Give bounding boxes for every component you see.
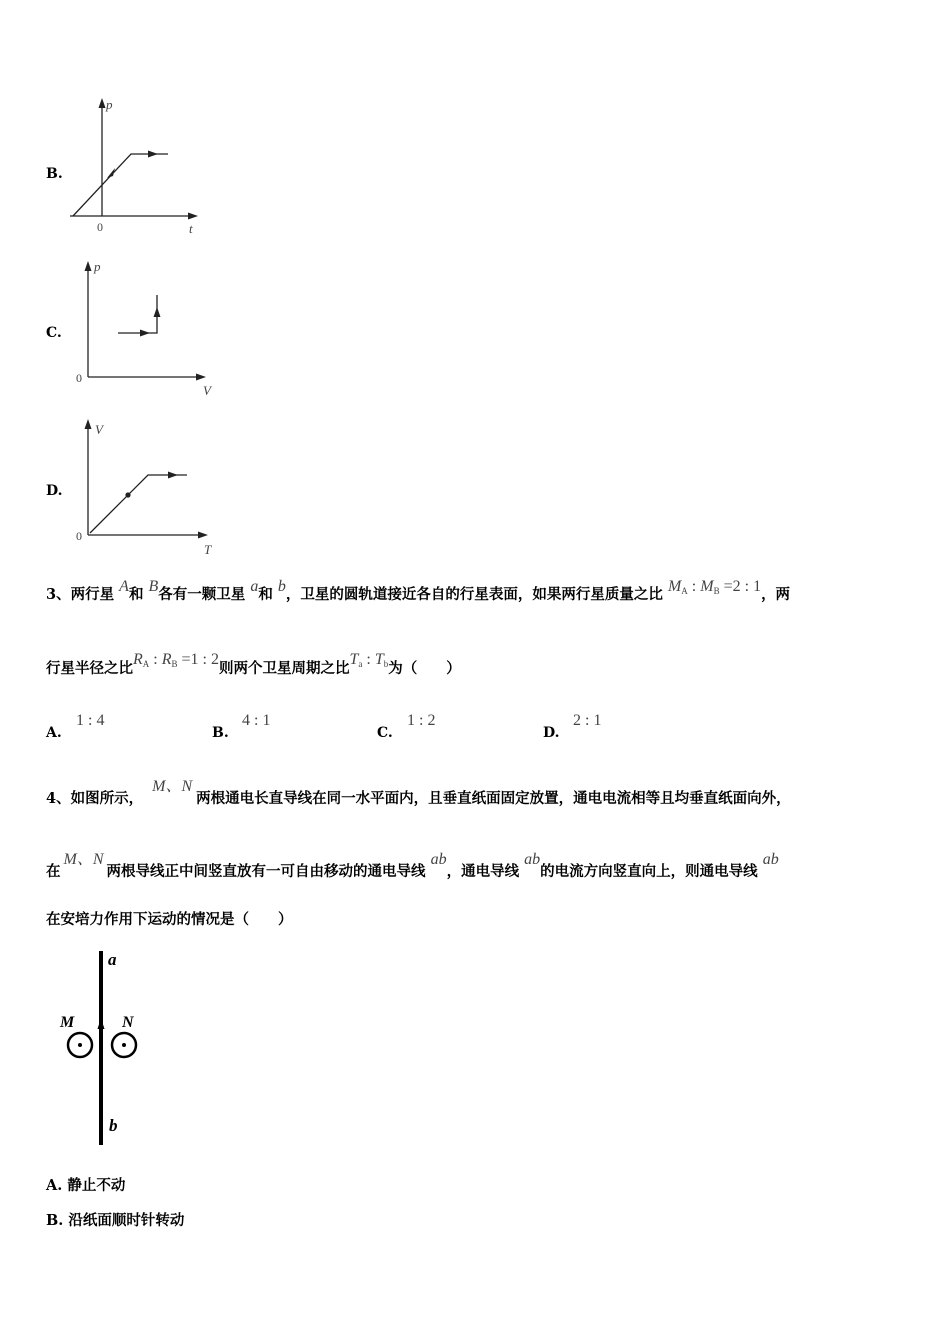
- option-b-label: B.: [46, 166, 63, 182]
- option-c-y-axis-label: p: [94, 259, 101, 274]
- option-b-origin-label: 0: [97, 220, 103, 234]
- q4-option-b: [46, 1209, 184, 1230]
- q3-text: 则两个卫星周期之比: [219, 660, 350, 677]
- q4-text: 的电流方向竖直向上，则通电导线: [540, 863, 758, 880]
- q4-figure: [55, 945, 165, 1150]
- q3-satellite-a: a: [250, 578, 259, 595]
- q3-option-b-label: B.: [212, 725, 229, 741]
- q4-wire-ab: ab: [430, 851, 447, 868]
- q4-text: ，通电导线: [446, 863, 520, 880]
- option-c-graph: [60, 255, 220, 400]
- q4-text: 如图所示，: [70, 790, 144, 807]
- option-d-y-axis-label: V: [95, 422, 103, 437]
- q3-number: 3、: [46, 586, 71, 603]
- option-d-origin-label: 0: [76, 529, 82, 543]
- q3-text: 和: [258, 586, 273, 603]
- q4-line3: 在安培力作用下运动的情况是（ ）: [46, 911, 293, 928]
- q4-figure-label-m: M: [60, 1014, 75, 1031]
- option-b-graph: [60, 95, 210, 240]
- q4-figure-label-a: a: [108, 950, 117, 969]
- q3-satellite-b: b: [277, 578, 286, 595]
- q4-option-a-text: 静止不动: [67, 1177, 126, 1194]
- q3-radius-ratio: $R_A$ : $R_B =1$ : 2: [133, 651, 219, 669]
- q3-option-d-value: 2 : 1: [573, 712, 602, 729]
- option-c-origin-label: 0: [76, 371, 82, 385]
- q3-text: ，两: [761, 586, 791, 603]
- q3-text: 行星半径之比: [46, 660, 133, 677]
- q3-planet-b: B: [148, 578, 159, 595]
- q4-text: 两根导线正中间竖直放有一可自由移动的通电导线: [106, 863, 426, 880]
- option-d-x-axis-label: T: [204, 542, 212, 557]
- q3-text: 和: [128, 586, 144, 603]
- q4-wire-ab: ab: [524, 851, 541, 868]
- q4-wires-mn: M、N: [63, 851, 104, 868]
- q4-figure-label-b: b: [109, 1116, 118, 1135]
- option-d-graph: [60, 413, 225, 561]
- option-d-label: D.: [46, 483, 63, 499]
- q3-text: ，卫星的圆轨道接近各自的行星表面，如果两行星质量之比: [285, 586, 663, 603]
- q3-mass-ratio: $M_A$ : $M_B =2$ : 1: [667, 578, 762, 596]
- q4-option-a-label: A.: [46, 1177, 63, 1194]
- q3-line2: [46, 651, 461, 678]
- option-c-x-axis-label: V: [203, 383, 211, 398]
- q3-option-c-value: 1 : 2: [407, 712, 436, 729]
- q3-text: 各有一颗卫星: [158, 586, 246, 603]
- q4-figure-label-n: N: [122, 1014, 134, 1031]
- q3-option-a-label: A.: [46, 725, 62, 741]
- option-b-x-axis-label: t: [189, 221, 193, 236]
- q4-option-b-label: B.: [46, 1212, 64, 1229]
- q3-line1: [46, 578, 791, 604]
- q3-text: 两行星: [70, 586, 115, 603]
- q3-option-c-label: C.: [377, 725, 393, 741]
- q3-planet-a: A: [119, 578, 129, 595]
- q4-option-a: [46, 1174, 125, 1195]
- q4-wires-mn: M、N: [152, 778, 193, 795]
- option-c-label: C.: [46, 325, 62, 341]
- q3-period-ratio: $T_a$ : $T_b$: [349, 651, 389, 669]
- q3-text: 为（ ）: [388, 660, 461, 677]
- q4-wire-ab: ab: [762, 851, 779, 868]
- option-b-y-axis-label: p: [106, 97, 113, 112]
- q4-option-b-text: 沿纸面顺时针转动: [68, 1212, 185, 1229]
- q4-number: 4、: [46, 790, 71, 807]
- q4-line2: [46, 851, 779, 881]
- q3-option-a-value: 1 : 4: [76, 712, 105, 729]
- q3-option-b-value: 4 : 1: [242, 712, 271, 729]
- q4-line1: [46, 778, 791, 808]
- q4-text: 在: [46, 863, 61, 880]
- q3-option-d-label: D.: [543, 725, 560, 741]
- q4-text: 两根通电长直导线在同一水平面内，且垂直纸面固定放置，通电电流相等且均垂直纸面向外，: [196, 790, 791, 807]
